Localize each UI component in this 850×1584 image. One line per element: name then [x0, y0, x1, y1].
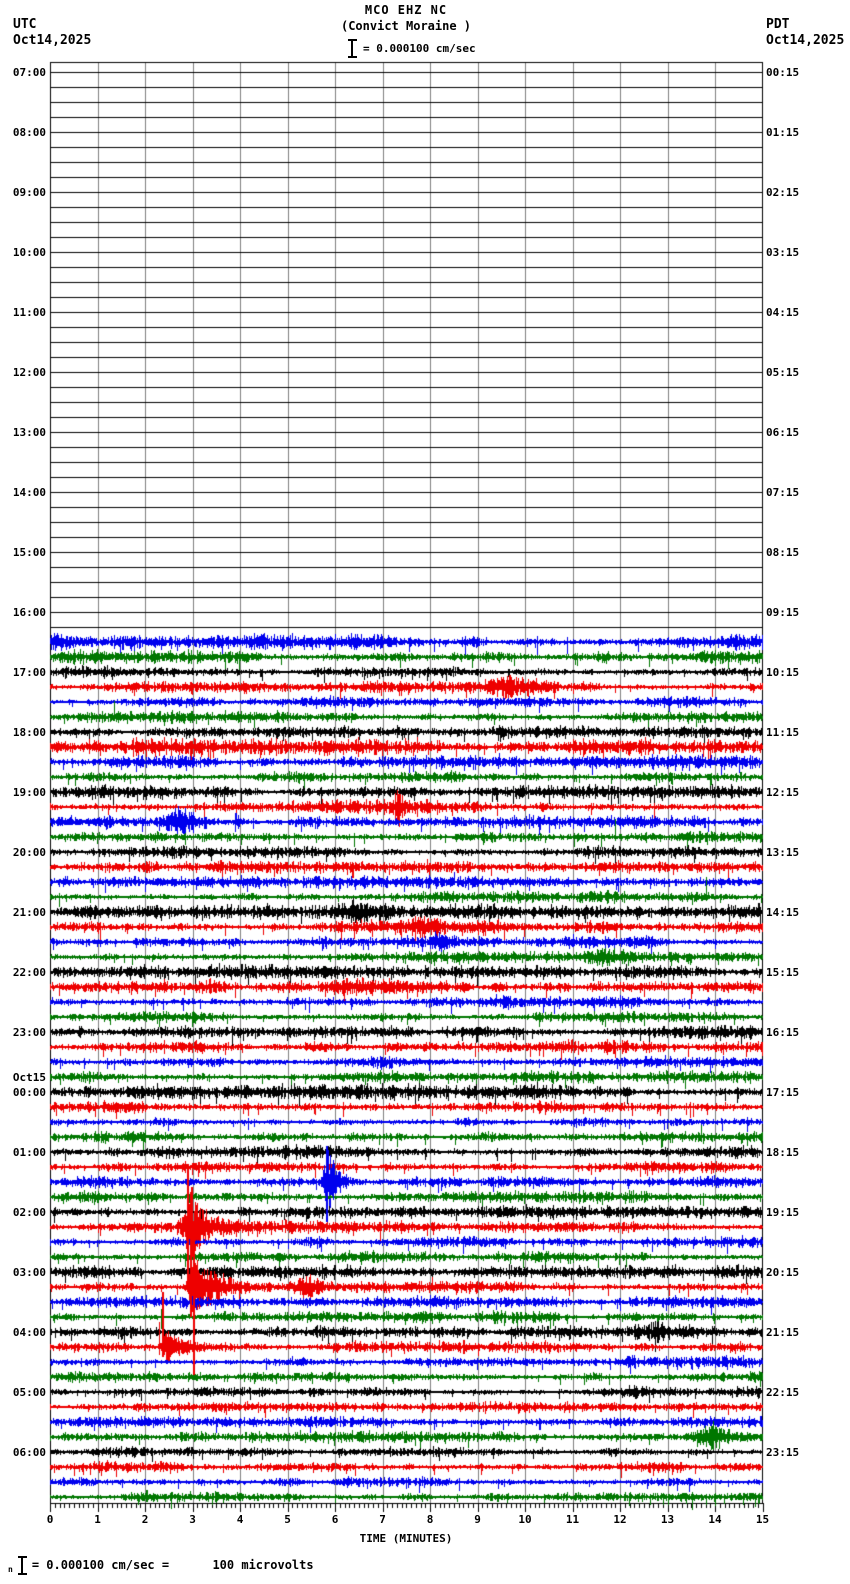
pdt-hour-label: 15:15: [766, 966, 800, 979]
pdt-hour-label: 04:15: [766, 306, 800, 319]
pdt-hour-label: 01:15: [766, 126, 800, 139]
footer-prefix: n: [8, 1564, 13, 1574]
utc-hour-label: 18:00: [12, 726, 46, 739]
utc-date-rollover: Oct15: [12, 1071, 46, 1084]
x-tick-label: 1: [94, 1513, 101, 1526]
x-tick-label: 13: [660, 1513, 675, 1526]
x-tick-label: 11: [565, 1513, 580, 1526]
scale-legend-text: = 0.000100 cm/sec: [363, 41, 476, 55]
x-tick-label: 3: [189, 1513, 196, 1526]
x-tick-label: 12: [613, 1513, 627, 1526]
utc-hour-label: 11:00: [12, 306, 46, 319]
pdt-hour-label: 08:15: [766, 546, 800, 559]
pdt-hour-label: 18:15: [766, 1146, 800, 1159]
utc-hour-label: 20:00: [12, 846, 46, 859]
pdt-hour-label: 05:15: [766, 366, 800, 379]
pdt-hour-label: 13:15: [766, 846, 800, 859]
x-tick-label: 15: [755, 1513, 770, 1526]
x-axis-title: TIME (MINUTES): [359, 1532, 453, 1545]
utc-hour-label: 16:00: [12, 606, 46, 619]
footer-scale-bar-icon: [18, 1556, 27, 1575]
utc-hour-label: 10:00: [12, 246, 46, 259]
pdt-hour-label: 00:15: [766, 66, 800, 79]
pdt-hour-label: 06:15: [766, 426, 800, 439]
pdt-hour-label: 07:15: [766, 486, 800, 499]
utc-hour-label: 00:00: [12, 1086, 46, 1099]
utc-hour-label: 01:00: [12, 1146, 46, 1159]
x-tick-label: 14: [708, 1513, 722, 1526]
utc-hour-label: 03:00: [12, 1266, 46, 1279]
pdt-hour-label: 10:15: [766, 666, 800, 679]
pdt-date: Oct14,2025: [766, 33, 845, 48]
utc-date: Oct14,2025: [13, 33, 92, 48]
footer-scale-note: [8, 1552, 314, 1578]
pdt-hour-label: 23:15: [766, 1446, 800, 1459]
utc-hour-label: 09:00: [12, 186, 46, 199]
pdt-label: PDT: [766, 17, 790, 32]
x-tick-label: 6: [331, 1513, 339, 1526]
utc-hour-label: 21:00: [12, 906, 46, 919]
scale-legend: [348, 39, 476, 57]
utc-hour-label: 06:00: [12, 1446, 46, 1459]
station-title: MCO EHZ NC: [364, 3, 448, 17]
station-subtitle: (Convict Moraine ): [340, 19, 472, 33]
pdt-hour-label: 14:15: [766, 906, 800, 919]
utc-hour-label: 12:00: [12, 366, 46, 379]
pdt-hour-label: 21:15: [766, 1326, 800, 1339]
x-tick-label: 9: [474, 1513, 481, 1526]
pdt-hour-label: 02:15: [766, 186, 800, 199]
utc-hour-label: 05:00: [12, 1386, 46, 1399]
x-tick-label: 4: [236, 1513, 244, 1526]
pdt-hour-label: 16:15: [766, 1026, 800, 1039]
pdt-hour-label: 03:15: [766, 246, 800, 259]
utc-hour-label: 14:00: [12, 486, 46, 499]
footer-scale-text: = 0.000100 cm/sec = 100 microvolts: [31, 1558, 314, 1572]
pdt-hour-label: 19:15: [766, 1206, 800, 1219]
utc-hour-label: 15:00: [12, 546, 46, 559]
utc-hour-label: 23:00: [12, 1026, 46, 1039]
x-tick-label: 10: [518, 1513, 532, 1526]
pdt-hour-label: 12:15: [766, 786, 800, 799]
utc-label: UTC: [13, 17, 37, 32]
pdt-hour-label: 22:15: [766, 1386, 800, 1399]
utc-hour-label: 08:00: [12, 126, 46, 139]
scale-bar-icon: [348, 39, 357, 58]
x-tick-label: 2: [141, 1513, 149, 1526]
pdt-hour-label: 11:15: [766, 726, 800, 739]
pdt-hour-label: 17:15: [766, 1086, 800, 1099]
utc-hour-label: 17:00: [12, 666, 46, 679]
utc-hour-label: 22:00: [12, 966, 46, 979]
utc-hour-label: 07:00: [12, 66, 46, 79]
utc-hour-label: 13:00: [12, 426, 46, 439]
x-tick-label: 5: [284, 1513, 291, 1526]
x-tick-label: 8: [426, 1513, 434, 1526]
pdt-hour-label: 20:15: [766, 1266, 800, 1279]
utc-hour-label: 02:00: [12, 1206, 46, 1219]
utc-hour-label: 04:00: [12, 1326, 46, 1339]
pdt-hour-label: 09:15: [766, 606, 800, 619]
utc-hour-label: 19:00: [12, 786, 46, 799]
x-tick-label: 0: [46, 1513, 54, 1526]
x-tick-label: 7: [379, 1513, 386, 1526]
